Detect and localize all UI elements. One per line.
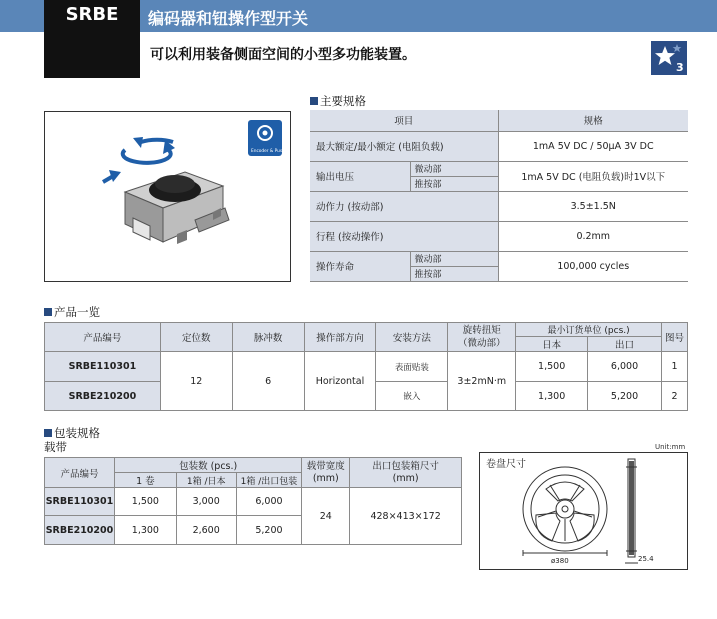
- spec-row: 行程 (按动操作) 0.2mm: [310, 221, 688, 251]
- star-badge-icon: [651, 41, 687, 75]
- encoder-caption: Encoder & Push: [251, 149, 285, 154]
- table-row: SRBE210200 1,300 2,600 5,200: [45, 516, 462, 545]
- packaging-table: 产品编号 包装数 (pcs.) 载带宽度 (mm) 出口包装箱尺寸 (mm) 1 卷 1箱 /日本 1箱 /出口包装 SRBE110301 1,500 3,000 6,000 24 428×413×172 SRBE210200 1,300 2,600 5,200: [44, 457, 462, 545]
- badge-number: 3: [676, 61, 684, 74]
- rotate-arrow-icon: [123, 137, 175, 163]
- spec-row: 最大额定/最小额定 (电阻负载) 1mA 5V DC / 50μA 3V DC: [310, 131, 688, 161]
- reel-unit: Unit:mm: [655, 443, 686, 451]
- page-title: 编码器和钮操作型开关: [148, 9, 309, 28]
- push-arrow-icon: [103, 170, 121, 182]
- switch-body: [125, 172, 229, 244]
- products-heading: 产品一览: [44, 304, 100, 320]
- reel-label: 卷盘尺寸: [486, 459, 526, 470]
- product-photo: [44, 111, 291, 282]
- product-table: 产品编号 定位数 脉冲数 操作部方向 安装方法 旋转扭矩 （微动部） 最小订货单位 (pcs.) 图号 日本 出口 SRBE110301 12 6 Horizontal 表面贴装 3±2mN·m 1,500 6,000 1 SRBE210200 嵌入 1,300 5,200 2: [44, 322, 688, 411]
- reel-diameter: ø380: [551, 557, 569, 565]
- spec-row: 操作寿命 微动部 100,000 cycles: [310, 251, 688, 266]
- spec-table: 项目 规格 最大额定/最小额定 (电阻负载) 1mA 5V DC / 50μA 3V DC 输出电压 微动部 1mA 5V DC (电阻负载)时1V以下 推按部 动作力 (按动部) 3.5±1.5N 行程 (按动操作) 0.2mm 操作寿命 微动部 100,000 cycles 推按部: [310, 110, 688, 282]
- packaging-subheading: 载带: [44, 440, 67, 454]
- reel-width: 25.4: [638, 555, 654, 563]
- spec-row: 动作力 (按动部) 3.5±1.5N: [310, 191, 688, 221]
- spec-heading: 主要规格: [310, 93, 366, 109]
- table-row: SRBE210200 嵌入 1,300 5,200 2: [45, 382, 688, 411]
- spec-col-spec: 规格: [498, 110, 688, 131]
- packaging-heading: 包装规格: [44, 425, 100, 441]
- table-row: SRBE110301 1,500 3,000 6,000 24 428×413×172: [45, 488, 462, 516]
- model-name: SRBE: [65, 4, 119, 25]
- spec-col-item: 项目: [310, 110, 498, 131]
- encoder-push-icon: [248, 120, 285, 156]
- page-subtitle: 可以利用装备侧面空间的小型多功能装置。: [150, 47, 416, 63]
- spec-row: 输出电压 微动部 1mA 5V DC (电阻负载)时1V以下: [310, 161, 688, 176]
- table-row: SRBE110301 12 6 Horizontal 表面贴装 3±2mN·m 1,500 6,000 1: [45, 352, 688, 382]
